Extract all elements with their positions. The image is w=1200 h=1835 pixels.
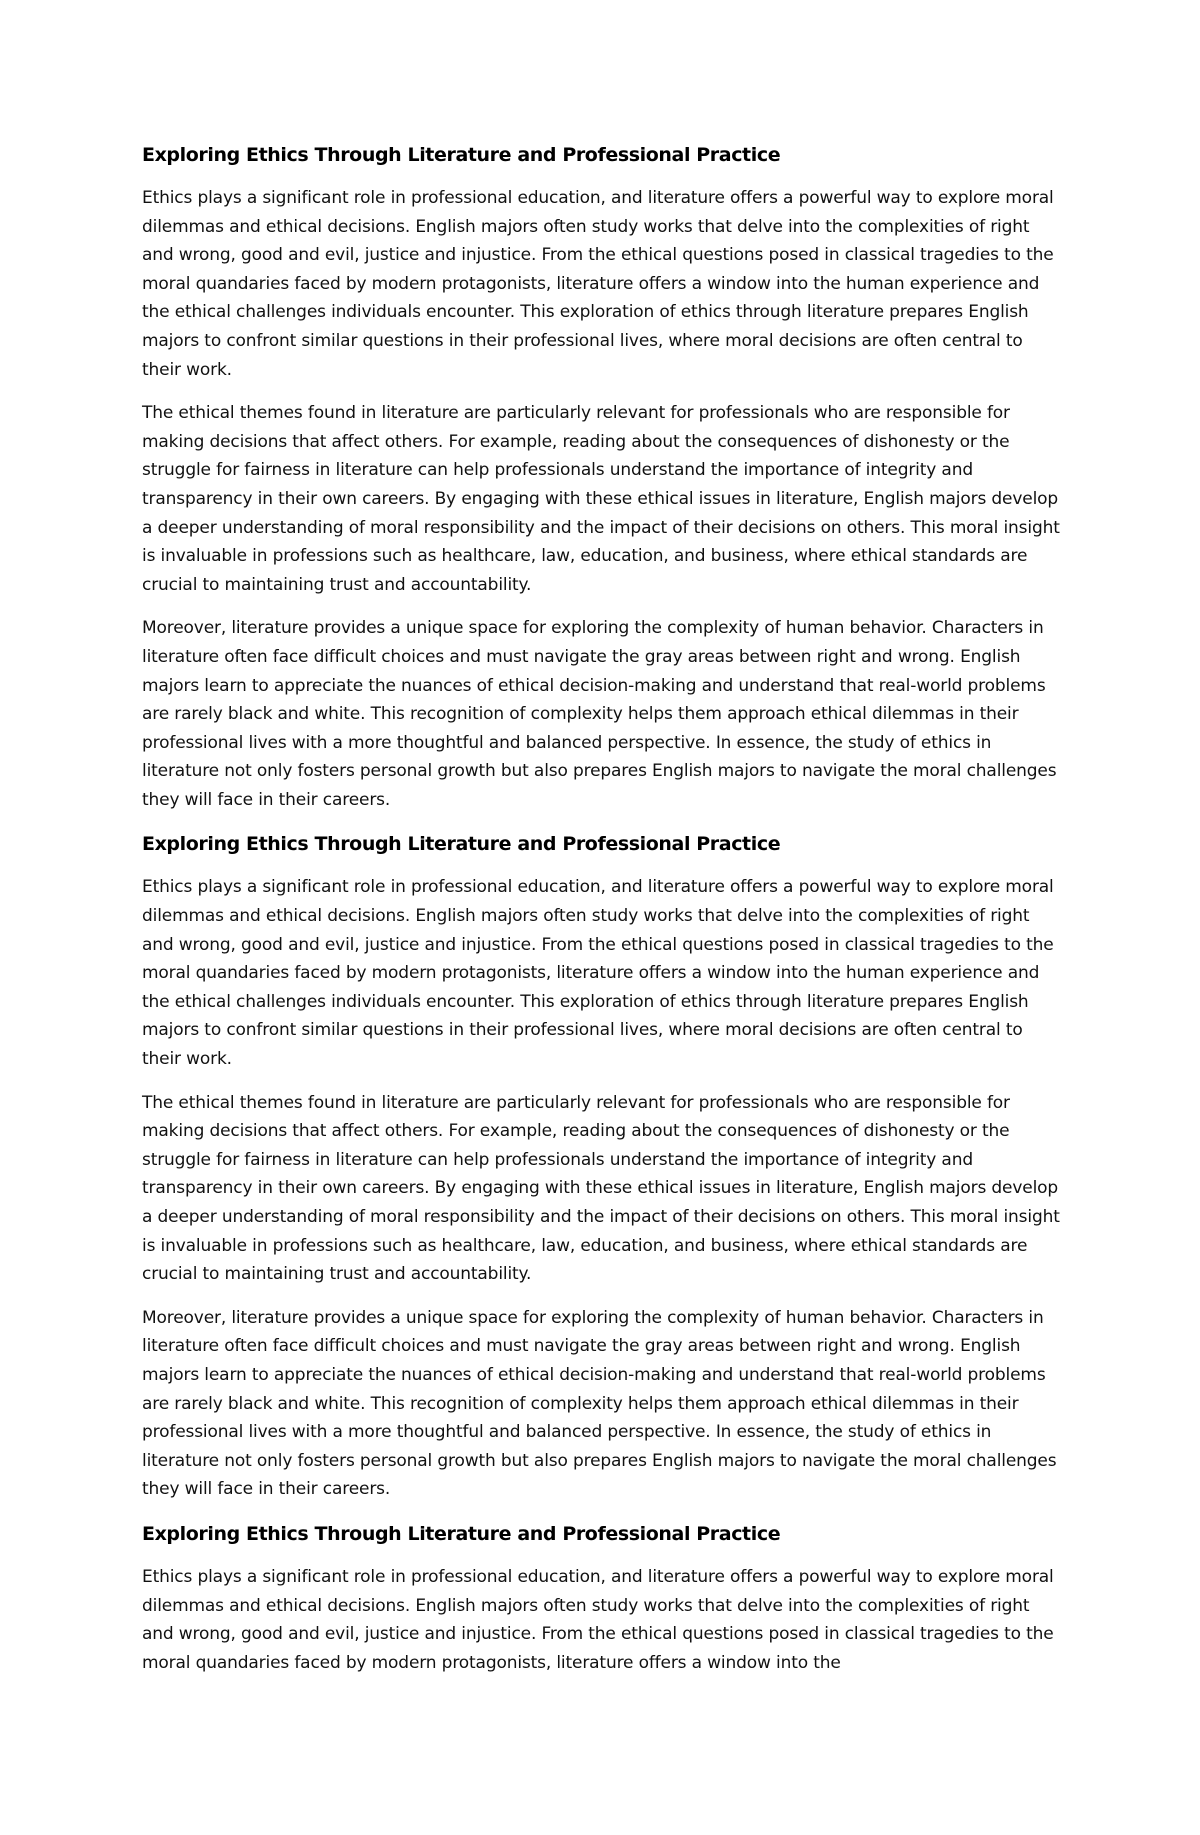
body-paragraph: Moreover, literature provides a unique space for exploring the complexity of human behavior. Characters in literature often face difficult choices and must navigate the gray areas between right and wrong. English majors learn to appreciate the nuances of ethical decision-making and understand that real-world problems are rarely black and white. This recognition of complexity helps them approach ethical dilemmas in their professional lives with a more thoughtful and balanced perspective. In essence, the study of ethics in literature not only fosters personal growth but also prepares English majors to navigate the moral challenges they will face in their careers.: [142, 1307, 1057, 1500]
section-heading: Exploring Ethics Through Literature and Professional Practice: [142, 1522, 781, 1545]
document-section: [142, 829, 1064, 1503]
body-paragraph: Moreover, literature provides a unique space for exploring the complexity of human behavior. Characters in literature often face difficult choices and must navigate the gray areas between right and wrong. English majors learn to appreciate the nuances of ethical decision-making and understand that real-world problems are rarely black and white. This recognition of complexity helps them approach ethical dilemmas in their professional lives with a more thoughtful and balanced perspective. In essence, the study of ethics in literature not only fosters personal growth but also prepares English majors to navigate the moral challenges they will face in their careers.: [142, 618, 1057, 810]
body-paragraph: The ethical themes found in literature are particularly relevant for professionals who are responsible for making decisions that affect others. For example, reading about the consequences of dishonesty or the struggle for fairness in literature can help professionals understand the importance of integrity and transparency in their own careers. By engaging with these ethical issues in literature, English majors develop a deeper understanding of moral responsibility and the impact of their decisions on others. This moral insight is invaluable in professions such as healthcare, law, education, and business, where ethical standards are crucial to maintaining trust and accountability.: [142, 403, 1060, 595]
document-section: [142, 140, 1064, 814]
document-section: [142, 1519, 1064, 1677]
section-heading: Exploring Ethics Through Literature and Professional Practice: [142, 833, 781, 856]
body-paragraph: Ethics plays a significant role in professional education, and literature offers a powerful way to explore moral dilemmas and ethical decisions. English majors often study works that delve into the complexities of right and wrong, good and evil, justice and injustice. From the ethical questions posed in classical tragedies to the moral quandaries faced by modern protagonists, literature offers a window into the human experience and the ethical challenges individuals encounter. This exploration of ethics through literature prepares English majors to confront similar questions in their professional lives, where moral decisions are often central to their work.: [142, 188, 1054, 380]
document-page: [142, 140, 1064, 1692]
section-heading: Exploring Ethics Through Literature and Professional Practice: [142, 144, 781, 166]
body-paragraph: Ethics plays a significant role in professional education, and literature offers a powerful way to explore moral dilemmas and ethical decisions. English majors often study works that delve into the complexities of right and wrong, good and evil, justice and injustice. From the ethical questions posed in classical tragedies to the moral quandaries faced by modern protagonists, literature offers a window into the human experience and the ethical challenges individuals encounter. This exploration of ethics through literature prepares English majors to confront similar questions in their professional lives, where moral decisions are often central to their work.: [142, 877, 1054, 1070]
body-paragraph: The ethical themes found in literature are particularly relevant for professionals who are responsible for making decisions that affect others. For example, reading about the consequences of dishonesty or the struggle for fairness in literature can help professionals understand the importance of integrity and transparency in their own careers. By engaging with these ethical issues in literature, English majors develop a deeper understanding of moral responsibility and the impact of their decisions on others. This moral insight is invaluable in professions such as healthcare, law, education, and business, where ethical standards are crucial to maintaining trust and accountability.: [142, 1092, 1060, 1285]
body-paragraph: Ethics plays a significant role in professional education, and literature offers a powerful way to explore moral dilemmas and ethical decisions. English majors often study works that delve into the complexities of right and wrong, good and evil, justice and injustice. From the ethical questions posed in classical tragedies to the moral quandaries faced by modern protagonists, literature offers a window into the: [142, 1566, 1054, 1673]
